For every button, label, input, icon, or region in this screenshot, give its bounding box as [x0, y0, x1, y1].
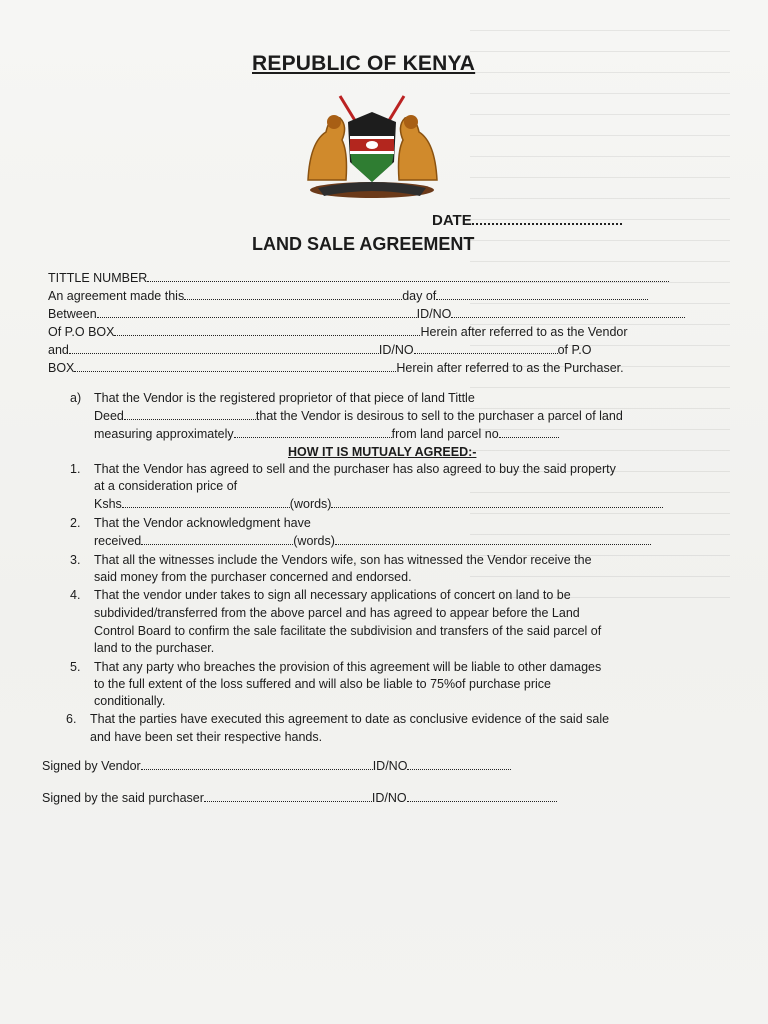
purchaser-line	[48, 342, 591, 358]
clause-1-line-3	[94, 496, 663, 512]
received-amount-field[interactable]	[141, 533, 293, 545]
clause-a-line-2	[94, 408, 623, 424]
parcel-number-field[interactable]	[499, 426, 559, 438]
and-label: and	[48, 343, 69, 357]
price-words-field[interactable]	[331, 496, 663, 508]
clause-1-number: 1.	[70, 462, 81, 476]
date-label: DATE	[432, 212, 472, 229]
kshs-label: Kshs	[94, 497, 122, 511]
purchaser-box-line	[48, 360, 624, 376]
vendor-po-box-field[interactable]	[114, 324, 420, 336]
clause-a-text-1: That the Vendor is the registered proprietor of that piece of land Tittle	[94, 391, 475, 405]
date-fill-in[interactable]	[472, 212, 622, 225]
clause-a-line-1	[70, 390, 475, 406]
clause-a-marker: a)	[70, 391, 82, 405]
signed-by-vendor-label: Signed by Vendor	[42, 759, 141, 773]
box-label: BOX	[48, 361, 75, 375]
clause-1-line-2: at a consideration price of	[94, 479, 238, 493]
agreement-month-field[interactable]	[436, 288, 648, 300]
measurement-field[interactable]	[234, 426, 392, 438]
clause-6-text-1: That the parties have executed this agreement to date as conclusive evidence of the said sale	[90, 712, 610, 726]
between-label: Between	[48, 307, 97, 321]
deed-label: Deed	[94, 409, 124, 423]
purchaser-id-label: ID/NO	[378, 343, 414, 357]
clause-4-line-1	[70, 587, 571, 603]
date-line	[432, 212, 622, 229]
clause-6-number: 6.	[66, 712, 77, 726]
clause-3-line-2: said money from the purchaser concerned and endorsed.	[94, 570, 412, 584]
purchaser-signature-field[interactable]	[204, 790, 372, 802]
agreement-title: LAND SALE AGREEMENT	[252, 234, 475, 254]
clause-6-line-2: and have been set their respective hands.	[90, 730, 323, 744]
clause-4-line-2: subdivided/transferred from the above parcel and has agreed to appear before the Land	[94, 606, 580, 620]
agreement-made-label: An agreement made this	[48, 289, 185, 303]
herein-vendor-text: Herein after referred to as the Vendor	[420, 325, 628, 339]
clause-4-number: 4.	[70, 588, 81, 602]
title-number-line	[48, 270, 669, 286]
agreement-made-line	[48, 288, 648, 304]
price-words-label: (words)	[289, 497, 332, 511]
herein-purchaser-text: Herein after referred to as the Purchaser.	[396, 361, 624, 375]
clause-2-line-1	[70, 515, 311, 531]
purchaser-signature-id-label: ID/NO	[371, 791, 407, 805]
vendor-name-field[interactable]	[97, 306, 417, 318]
clause-a-text-2: that the Vendor is desirous to sell to the purchaser a parcel of land	[255, 409, 623, 423]
clause-3-number: 3.	[70, 553, 81, 567]
purchaser-signature-id-field[interactable]	[407, 790, 557, 802]
clause-3-line-1	[70, 552, 592, 568]
vendor-po-box-line	[48, 324, 628, 340]
clause-4-line-4: land to the purchaser.	[94, 641, 215, 655]
purchaser-signature-line	[42, 790, 557, 806]
received-label: received	[94, 534, 142, 548]
day-of-label: day of	[402, 289, 437, 303]
document-title: REPUBLIC OF KENYA	[252, 52, 476, 75]
clause-2-number: 2.	[70, 516, 81, 530]
clause-6-line-1	[66, 711, 609, 727]
clause-5-text-1: That any party who breaches the provision of this agreement will be liable to other damages	[94, 660, 602, 674]
clause-3-text-1: That all the witnesses include the Vendors wife, son has witnessed the Vendor receive the	[94, 553, 592, 567]
from-parcel-label: from land parcel no	[391, 427, 499, 441]
received-words-label: (words)	[293, 534, 335, 548]
agreement-day-field[interactable]	[184, 288, 402, 300]
measuring-label: measuring approximately	[94, 427, 234, 441]
price-amount-field[interactable]	[122, 496, 290, 508]
clause-5-number: 5.	[70, 660, 81, 674]
clause-5-line-1	[70, 659, 601, 675]
purchaser-id-field[interactable]	[414, 342, 558, 354]
purchaser-name-field[interactable]	[69, 342, 379, 354]
clause-4-line-3: Control Board to confirm the sale facilitate the subdivision and transfers of the said parcel of	[94, 624, 602, 638]
received-words-field[interactable]	[335, 533, 651, 545]
title-number-field[interactable]	[147, 270, 669, 282]
clause-1-text-1: That the Vendor has agreed to sell and the purchaser has also agreed to buy the said property	[94, 462, 616, 476]
clause-1-line-1	[70, 461, 616, 477]
vendor-id-label: ID/NO	[416, 307, 452, 321]
clause-4-text-1: That the vendor under takes to sign all necessary applications of concert on land to be	[94, 588, 571, 602]
clause-5-line-2: to the full extent of the loss suffered and will also be liable to 75%of purchase price	[94, 677, 551, 691]
clause-2-text-1: That the Vendor acknowledgment have	[94, 516, 311, 530]
deed-field[interactable]	[124, 408, 256, 420]
mutual-agreement-heading: HOW IT IS MUTUALY AGREED:-	[288, 445, 477, 459]
kenya-coat-of-arms-icon	[300, 92, 445, 200]
vendor-signature-id-field[interactable]	[407, 758, 511, 770]
clause-2-line-2	[94, 533, 651, 549]
vendor-id-field[interactable]	[451, 306, 685, 318]
clause-5-line-3: conditionally.	[94, 694, 166, 708]
vendor-signature-id-label: ID/NO	[372, 759, 408, 773]
purchaser-box-field[interactable]	[74, 360, 396, 372]
vendor-signature-field[interactable]	[141, 758, 373, 770]
of-po-label: of P.O	[557, 343, 592, 357]
signed-by-purchaser-label: Signed by the said purchaser	[42, 791, 204, 805]
vendor-signature-line	[42, 758, 511, 774]
title-number-label: TITTLE NUMBER	[48, 271, 148, 285]
between-line	[48, 306, 685, 322]
clause-a-line-3	[94, 426, 559, 442]
vendor-po-box-label: Of P.O BOX	[48, 325, 115, 339]
